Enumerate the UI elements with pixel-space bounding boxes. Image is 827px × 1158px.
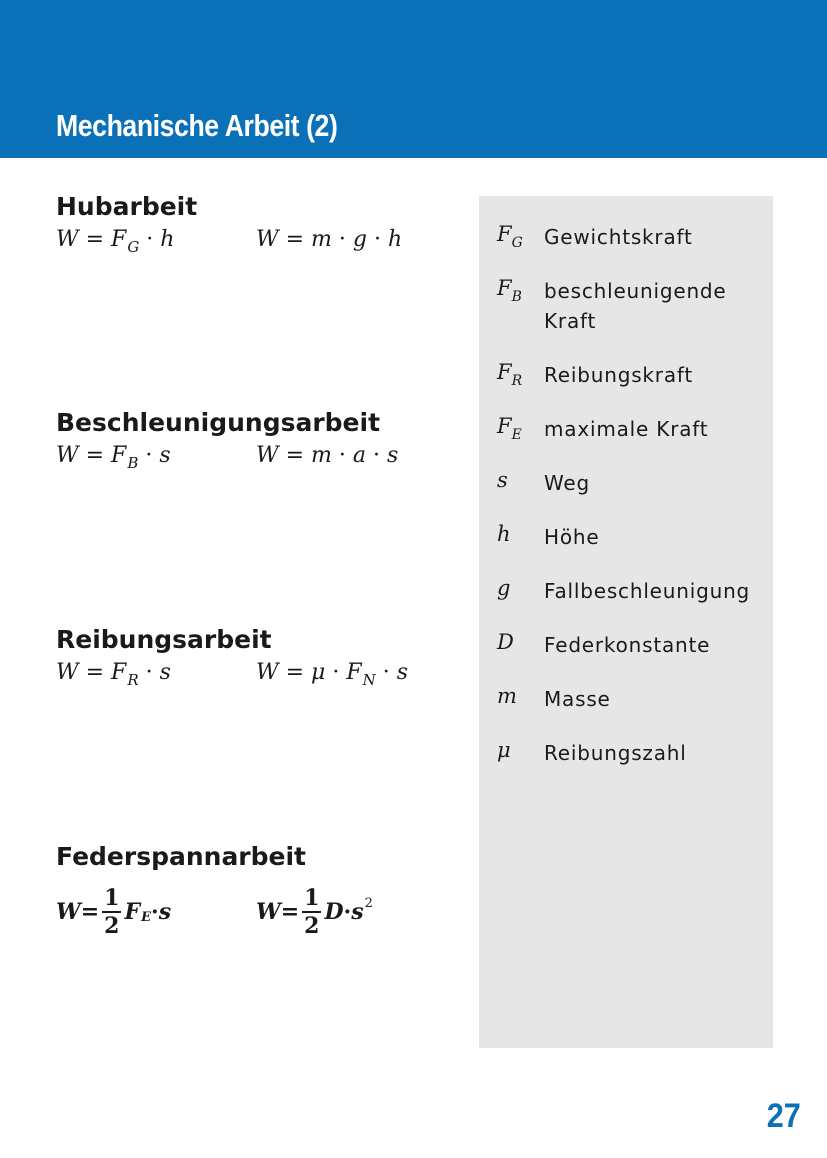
legend-panel: [479, 196, 773, 1048]
formula-left: $W = F_R \cdot s$: [56, 660, 171, 689]
section-federspannarbeit: [56, 842, 466, 947]
legend-symbol: $F_R$: [497, 360, 523, 389]
page-title: Mechanische Arbeit (2): [56, 108, 338, 143]
legend-text: Masse: [544, 687, 611, 711]
formula-row: [56, 877, 466, 947]
section-reibungsarbeit: [56, 625, 466, 700]
legend-symbol: $F_G$: [497, 222, 523, 251]
legend-symbol: s: [497, 468, 508, 492]
legend-symbol: g: [497, 576, 511, 600]
formula-row: [56, 227, 466, 267]
formula-right: W = m · a · s: [256, 443, 399, 468]
formula-right: $W = \mu \cdot F_N \cdot s$: [256, 660, 409, 689]
legend-text: Gewichtskraft: [544, 225, 693, 249]
legend-symbol: μ: [497, 738, 511, 762]
legend-text: Federkonstante: [544, 633, 711, 657]
fraction: $\frac{1}{2}$: [104, 885, 120, 939]
legend-text: beschleunigende Kraft: [544, 279, 727, 333]
legend-symbol: m: [497, 684, 517, 708]
legend-symbol: h: [497, 522, 511, 546]
legend-text: Weg: [544, 471, 591, 495]
section-title: Beschleunigungsarbeit: [56, 408, 381, 437]
formula-left: W = $\frac{1}{2}$ F E · s: [56, 885, 172, 939]
legend-text: maximale Kraft: [544, 417, 709, 441]
formula-right: W = $\frac{1}{2}$ D · s 2: [256, 885, 373, 939]
fraction: $\frac{1}{2}$: [304, 885, 320, 939]
legend-text: Höhe: [544, 525, 600, 549]
formula-left: $W = F_G \cdot h$: [56, 227, 175, 256]
section-title: Federspannarbeit: [56, 842, 307, 871]
section-beschleunigungsarbeit: [56, 408, 466, 483]
formula-left: $W = F_B \cdot s$: [56, 443, 171, 472]
legend-text: Reibungskraft: [544, 363, 694, 387]
legend-text: Fallbeschleunigung: [544, 579, 751, 603]
formula-row: [56, 660, 466, 700]
section-title: Hubarbeit: [56, 192, 198, 221]
legend-symbol: D: [497, 630, 514, 654]
section-title: Reibungsarbeit: [56, 625, 272, 654]
legend-text: Reibungszahl: [544, 741, 687, 765]
formula-row: [56, 443, 466, 483]
section-hubarbeit: [56, 192, 466, 267]
page-number: 27: [766, 1097, 801, 1135]
legend-symbol: $F_B$: [497, 276, 522, 305]
legend-symbol: $F_E$: [497, 414, 522, 443]
formula-right: W = m · g · h: [256, 227, 403, 252]
page-header: [0, 0, 827, 158]
